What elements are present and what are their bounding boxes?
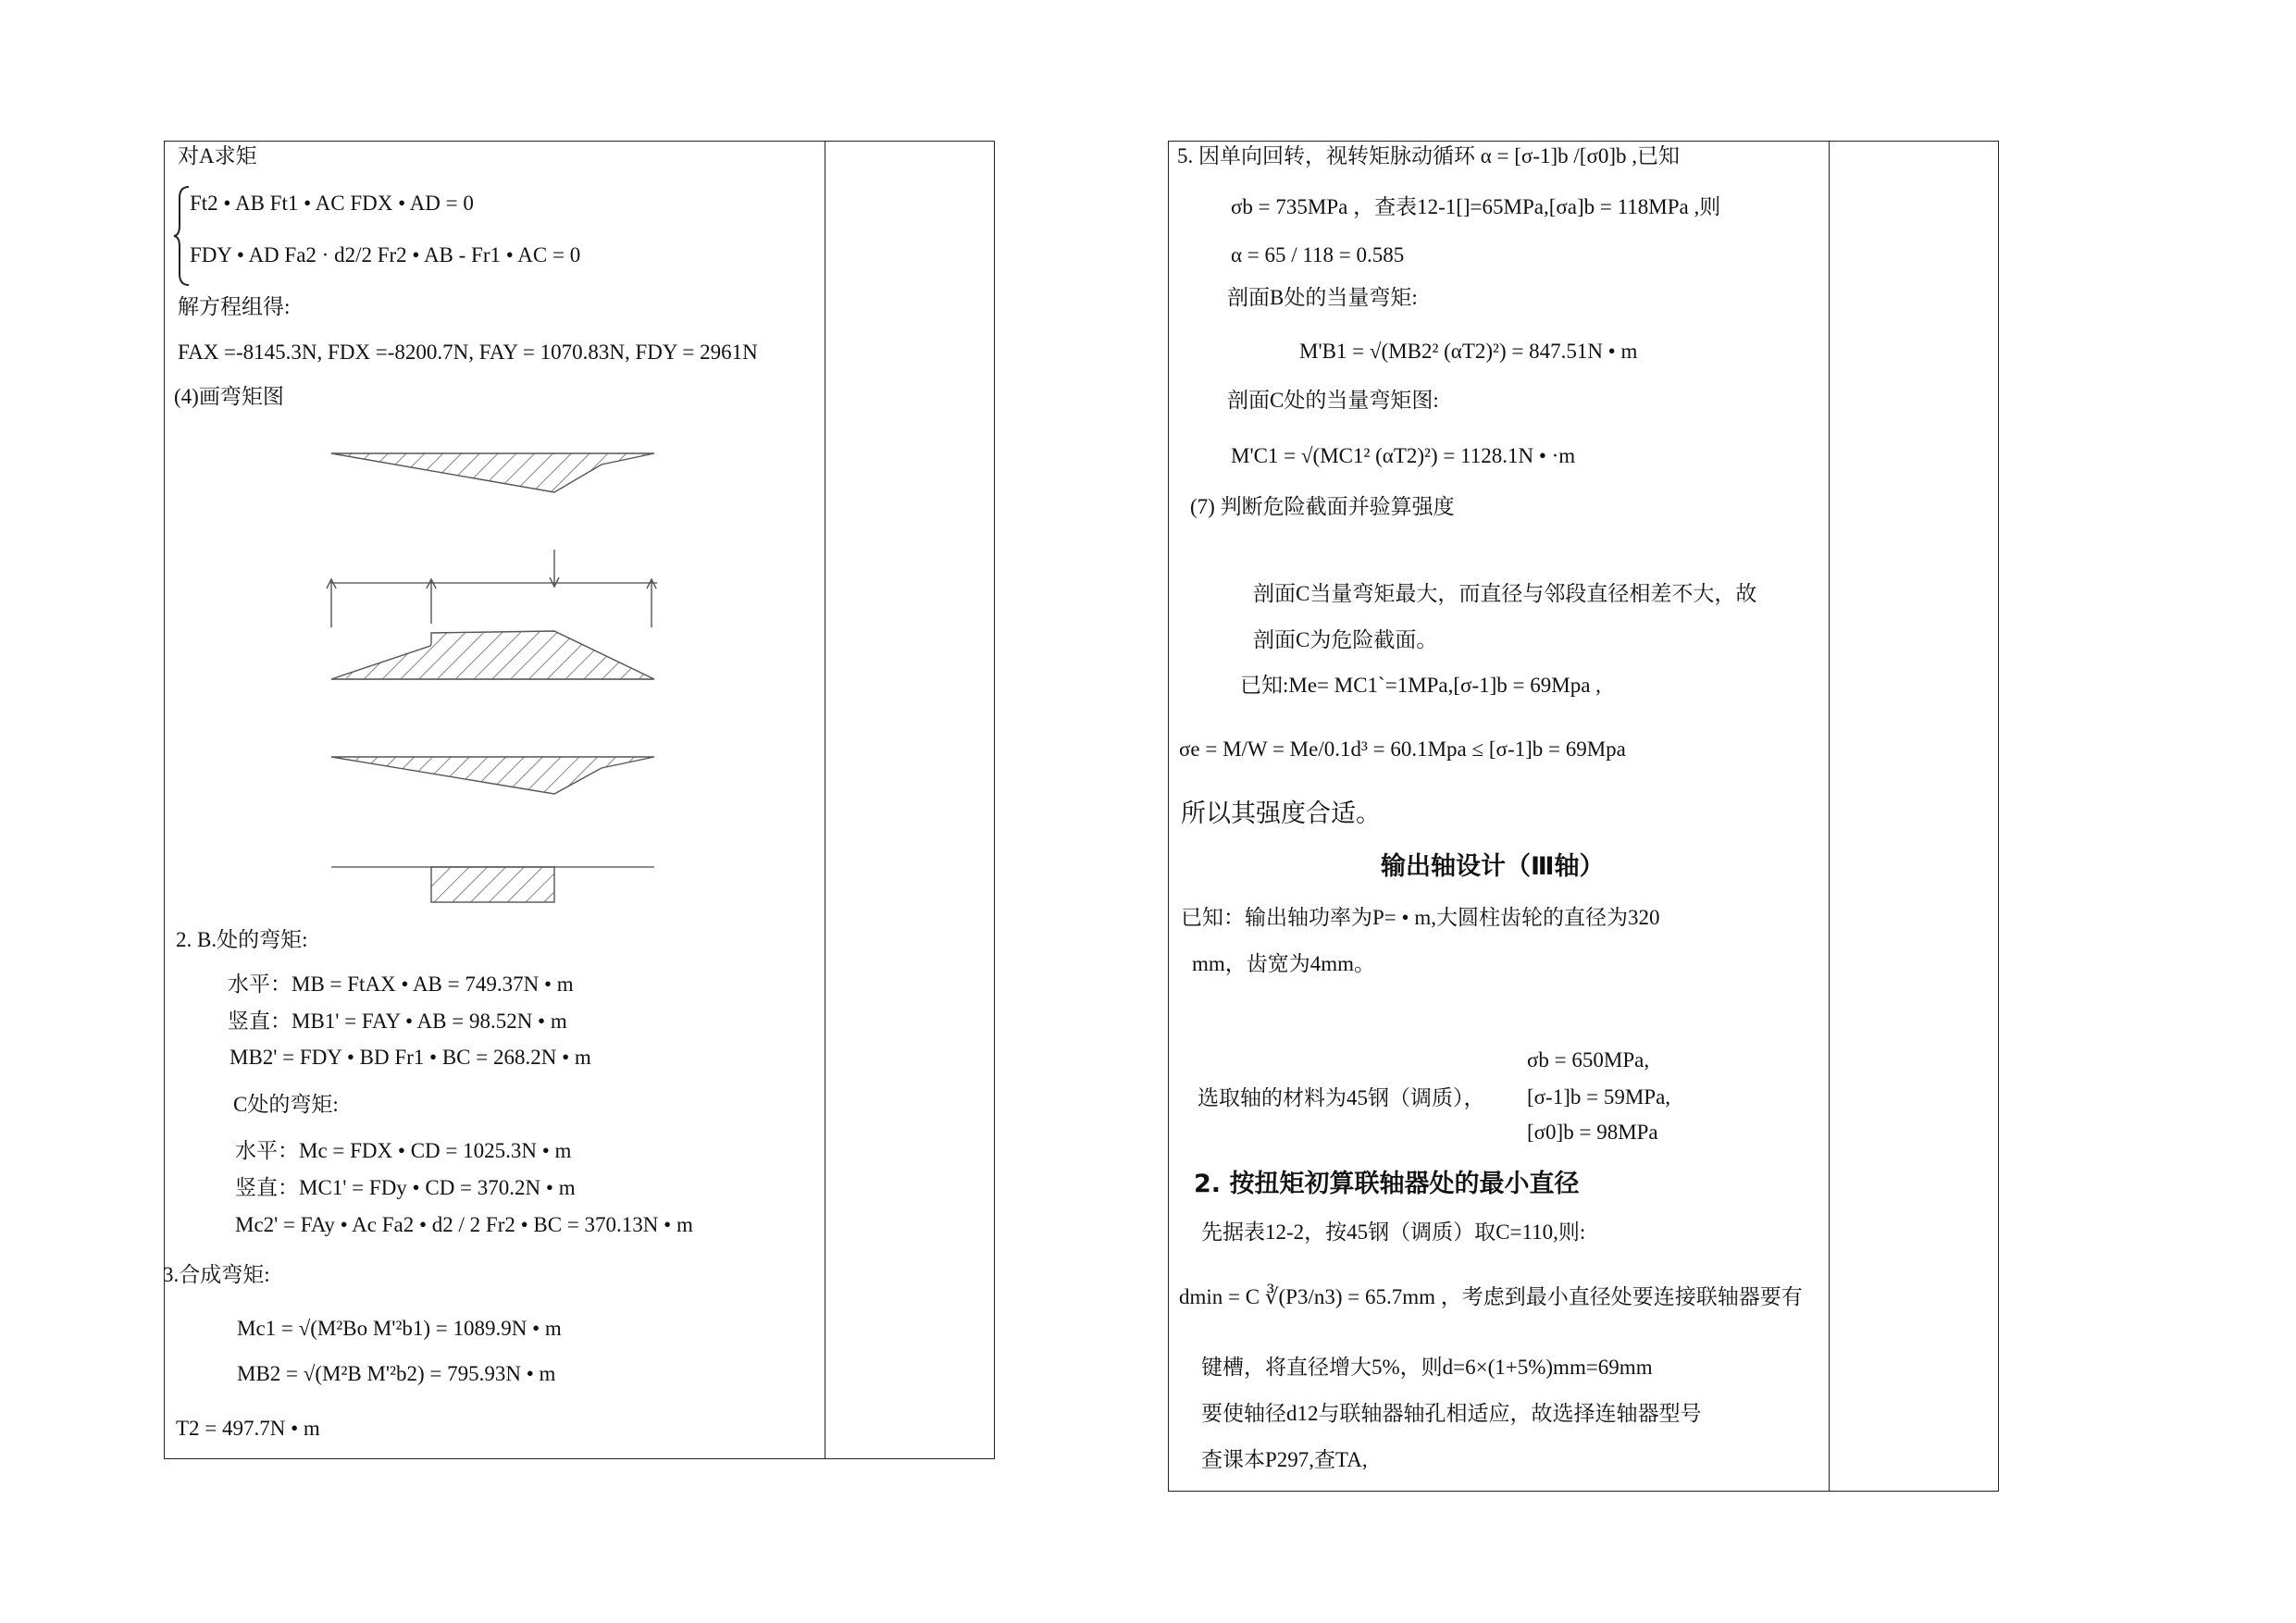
right-column-divider: [1829, 142, 1830, 1491]
alpha-value: α = 65 / 118 = 0.585: [1231, 243, 1405, 266]
min-diameter-section-title: 2. 按扭矩初算联轴器处的最小直径: [1194, 1170, 1580, 1198]
output-shaft-known-1: 已知：输出轴功率为P= • m,大圆柱齿轮的直径为320: [1181, 906, 1660, 929]
mb1-vertical: 竖直：MB1' = FAY • AB = 98.52N • m: [228, 1010, 567, 1033]
danger-section-heading: (7) 判断危险截面并验算强度: [1190, 495, 1455, 518]
section-c-equivalent-moment: M'C1 = √(MC1² (αT2)²) = 1128.1N • ·m: [1231, 444, 1576, 467]
moment-about-a-heading: 对A求矩: [178, 144, 257, 167]
strength-conclusion: 所以其强度合适。: [1181, 799, 1381, 827]
combined-moment-diagram: [331, 757, 654, 794]
output-shaft-title: 输出轴设计（Ⅲ轴）: [1381, 852, 1605, 881]
equation-line-1: Ft2 • AB Ft1 • AC FDX • AD = 0: [190, 192, 474, 215]
sigma-minus1-value: [σ-1]b = 59MPa,: [1527, 1085, 1671, 1109]
coupling-selection-line: 要使轴径d12与联轴器轴孔相适应，故选择连轴器型号: [1201, 1402, 1702, 1425]
moment-at-c-heading: C处的弯矩:: [233, 1093, 339, 1116]
mb2-vertical: MB2' = FDY • BD Fr1 • BC = 268.2N • m: [230, 1046, 591, 1069]
min-diameter-formula: dmin = C ∛(P3/n3) = 65.7mm ，考虑到最小直径处要连接联轴器要有: [1179, 1285, 1803, 1308]
mb2-combined: MB2 = √(M²B M'²b2) = 795.93N • m: [237, 1362, 556, 1385]
bending-moment-diagrams: [324, 407, 666, 925]
section-b-equivalent-moment: M'B1 = √(MB2² (αT2)²) = 847.51N • m: [1299, 340, 1638, 363]
section-b-heading: 剖面B处的当量弯矩:: [1227, 286, 1418, 309]
coefficient-line: 先据表12-2，按45钢（调质）取C=110,则:: [1201, 1220, 1586, 1244]
moment-at-b-heading: 2. B.处的弯矩:: [176, 928, 308, 951]
mb-horizontal: 水平：MB = FtAX • AB = 749.37N • m: [228, 973, 574, 996]
equation-line-2: FDY • AD Fa2 · d2/2 Fr2 • AB - Fr1 • AC = 0: [190, 243, 581, 266]
sigma-b-value: σb = 650MPa,: [1527, 1048, 1650, 1072]
sigma-0-value: [σ0]b = 98MPa: [1527, 1121, 1658, 1144]
danger-section-text-1: 剖面C当量弯矩最大，而直径与邻段直径相差不大，故: [1253, 582, 1757, 605]
fatigue-cycle-line: 5. 因单向回转，视转矩脉动循环 α = [σ-1]b /[σ0]b ,已知: [1177, 144, 1681, 167]
moment-diagram-heading: (4)画弯矩图: [174, 385, 284, 408]
danger-section-text-2: 剖面C为危险截面。: [1253, 628, 1438, 651]
torque-diagram: [431, 867, 554, 902]
material-strength-line: σb = 735MPa ，查表12-1[]=65MPa,[σa]b = 118MPa ,则: [1231, 195, 1721, 218]
torque-t2: T2 = 497.7N • m: [176, 1417, 320, 1440]
textbook-reference-line: 查课本P297,查TA,: [1201, 1448, 1368, 1471]
stress-check-line: σe = M/W = Me/0.1d³ = 60.1Mpa ≤ [σ-1]b = 69Mpa: [1179, 737, 1626, 761]
keyway-line: 键槽，将直径增大5%，则d=6×(1+5%)mm=69mm: [1201, 1356, 1653, 1379]
vertical-moment-diagram: [331, 631, 654, 679]
mc1-vertical: 竖直：MC1' = FDy • CD = 370.2N • m: [235, 1176, 576, 1199]
mc2-vertical: Mc2' = FAy • Ac Fa2 • d2 / 2 Fr2 • BC = 370.13N • m: [235, 1213, 693, 1236]
section-c-heading: 剖面C处的当量弯矩图:: [1227, 389, 1439, 412]
mc-horizontal: 水平：Mc = FDX • CD = 1025.3N • m: [235, 1139, 572, 1162]
horizontal-moment-diagram: [331, 453, 654, 492]
reaction-results: FAX =-8145.3N, FDX =-8200.7N, FAY = 1070.83N, FDY = 2961N: [178, 341, 758, 364]
output-shaft-known-2: mm，齿宽为4mm。: [1192, 952, 1376, 975]
mc1-combined: Mc1 = √(M²Bo M'²b1) = 1089.9N • m: [237, 1317, 562, 1340]
known-values-line: 已知:Me= MC1`=1MPa,[σ-1]b = 69Mpa ,: [1240, 674, 1601, 697]
material-selection: 选取轴的材料为45钢（调质），: [1198, 1086, 1485, 1109]
combined-moment-heading: 3.合成弯矩:: [163, 1263, 270, 1286]
solve-heading: 解方程组得:: [178, 295, 291, 318]
